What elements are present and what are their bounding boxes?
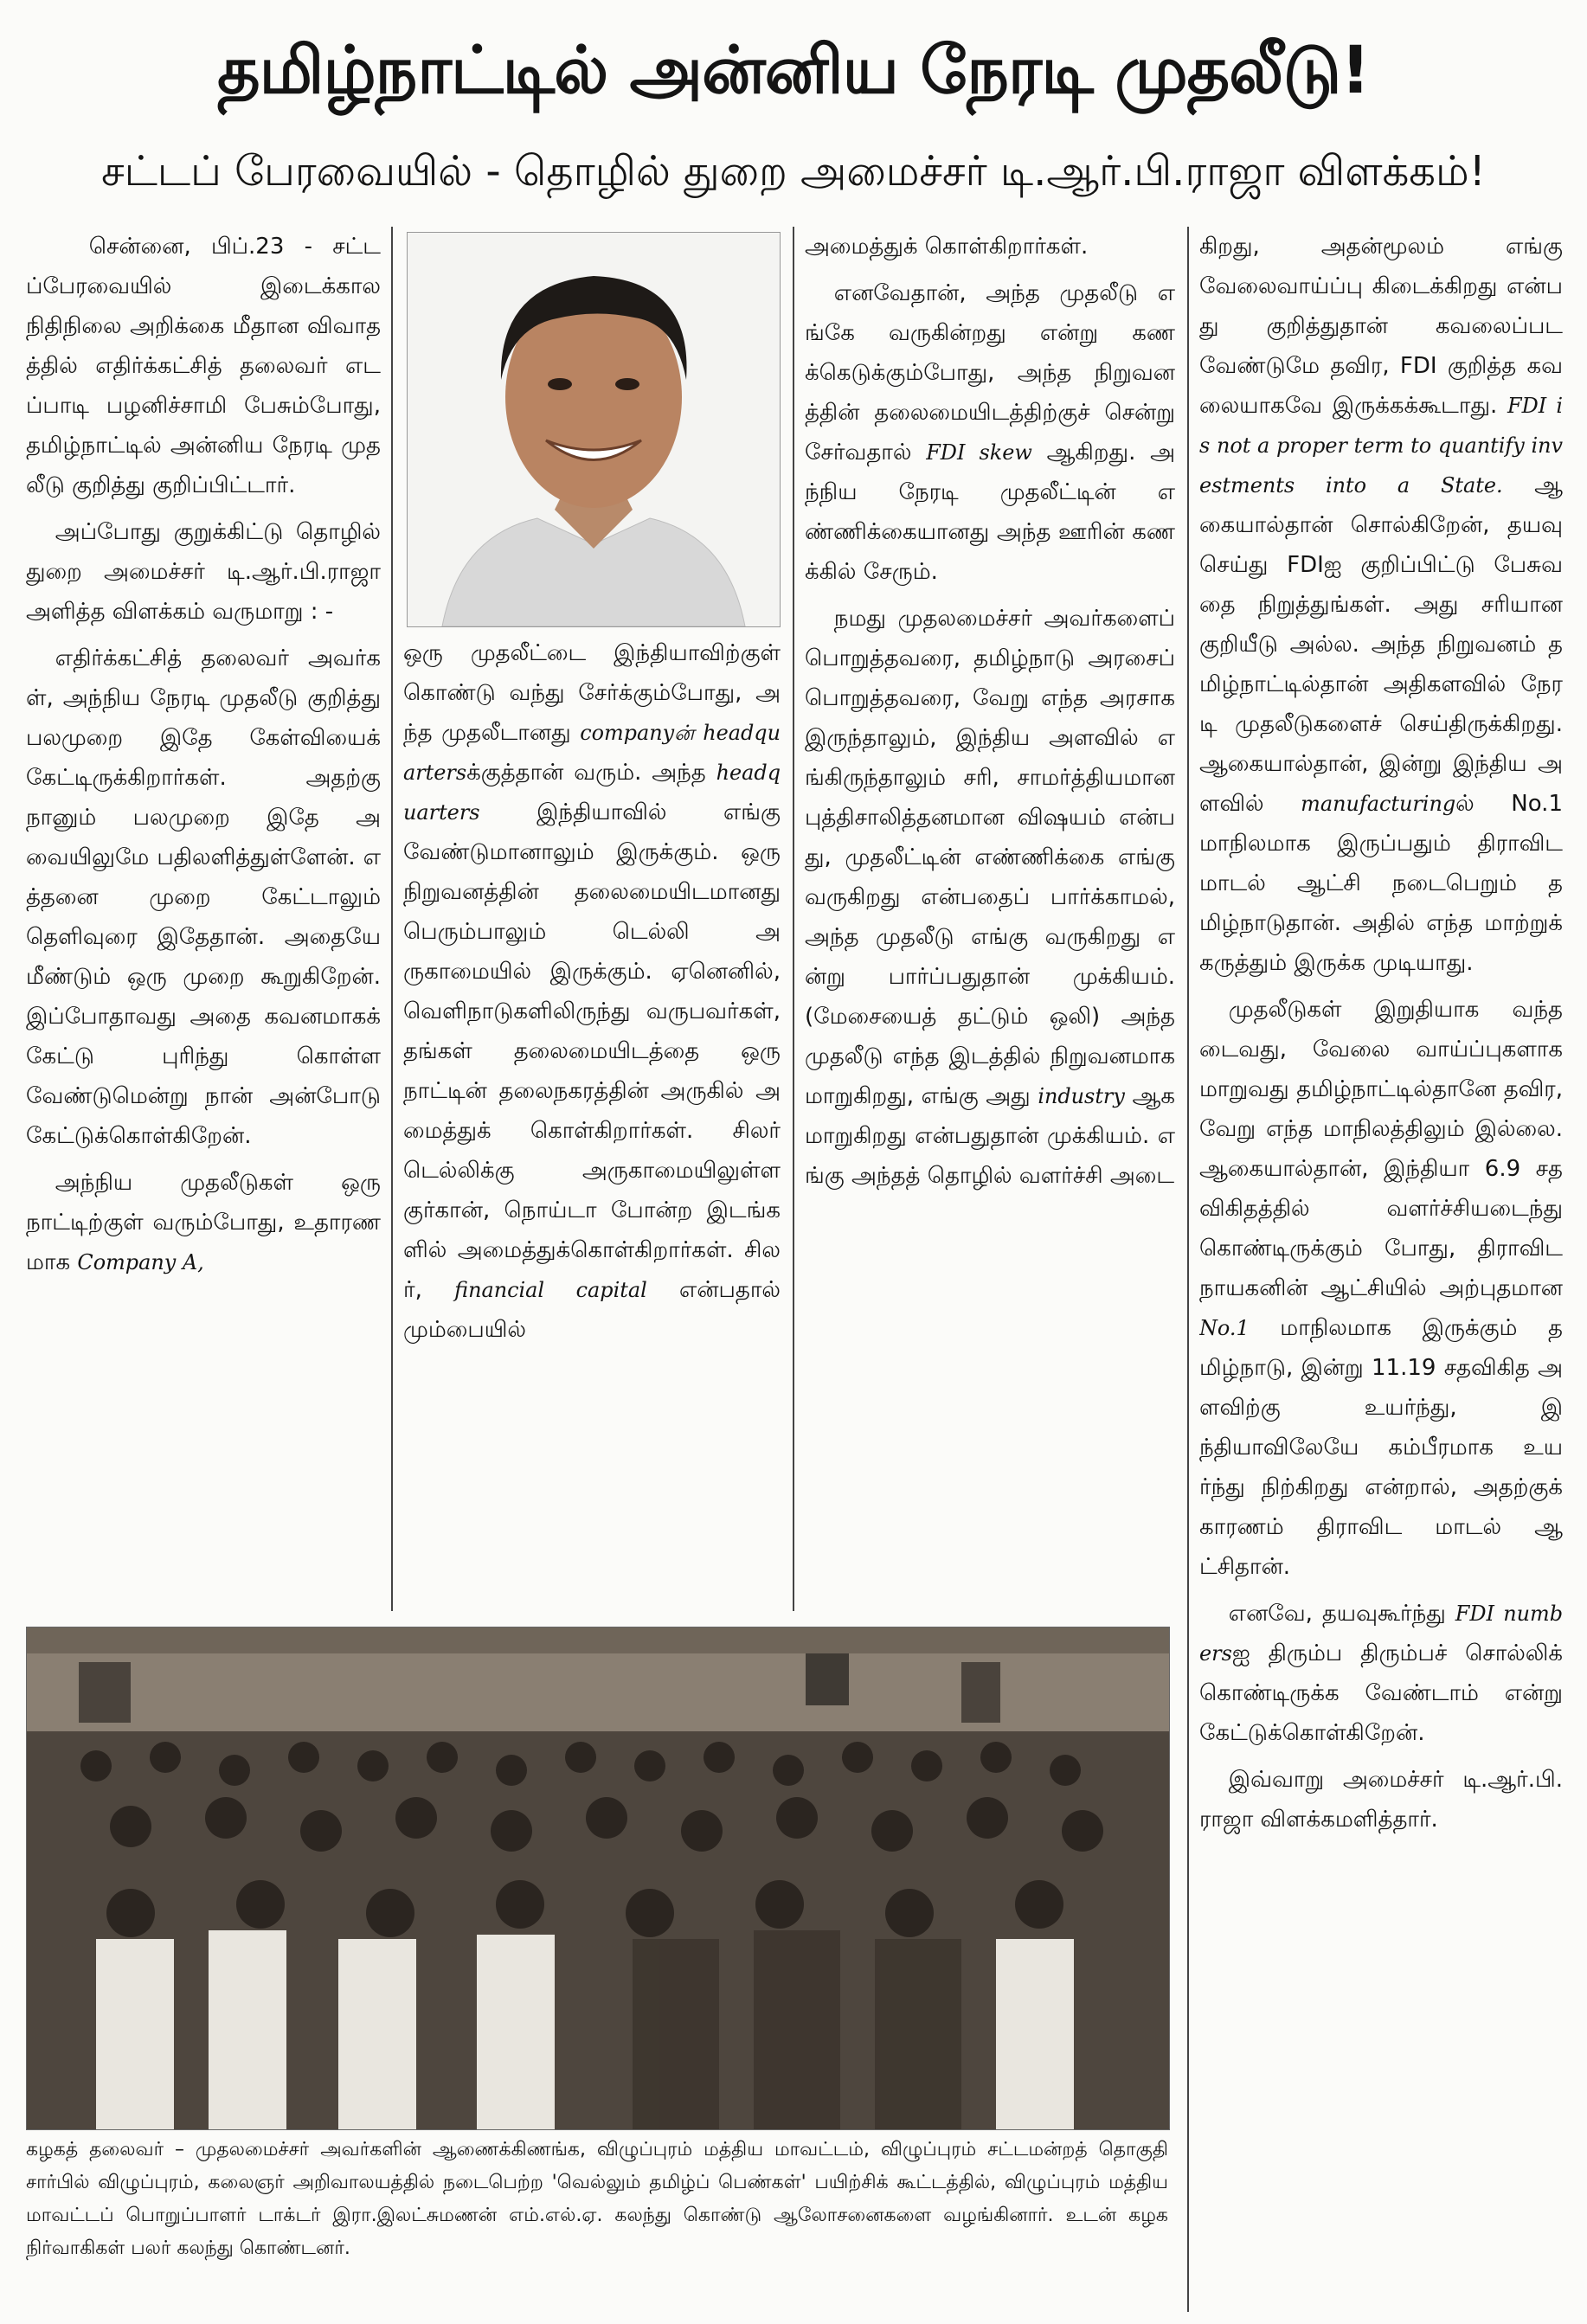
english-term: manufacturing <box>1301 792 1456 816</box>
article-paragraph: இவ்வாறு அமைச்சர் டி.ஆர்.பி.ராஜா விளக்கமளித்தார். <box>1199 1767 1563 1833</box>
article-column-4 <box>1199 227 1563 2312</box>
paragraph-text: ஆக மாறுகிறது என்பதுதான் முக்கியம். எங்கு அந்தத் தொழில் வளர்ச்சி அடை <box>805 1083 1175 1189</box>
paragraph-text: நமது முதலமைச்சர் அவர்களைப் பொறுத்தவரை, தமிழ்நாடு அரசைப் பொறுத்தவரை, வேறு எந்த அரசாக இருந்தாலும், இந்திய அளவில் எங்கிருந்தாலும் சரி, சாமர்த்தியமான புத்திசாலித்தனமான விஷயம் என்பது, முதலீட்டின் எண்ணிக்கை எங்கு வருகிறது என்பதைப் பார்க்காமல், அந்த முதலீடு எங்கு வருகிறது என்று பார்ப்பதுதான் முக்கியம். (மேசையைத் தட்டும் ஒலி) அந்த முதலீடு எந்த இடத்தில் நிறுவனமாக மாறுகிறது, எங்கு அது <box>805 606 1175 1109</box>
article-paragraph: அமைத்துக் கொள்கிறார்கள். <box>805 234 1089 260</box>
english-term: headquarters <box>403 761 781 825</box>
article-paragraph <box>26 1163 381 1282</box>
paragraph-text: ல் No.1 மாநிலமாக இருப்பதும் திராவிட மாடல் ஆட்சி நடைபெறும் தமிழ்நாடுதான். அதில் எந்த மாற்றுக் கருத்தும் இருக்க முடியாது. <box>1199 791 1563 976</box>
paragraph-text: ஆகிறது. அந்நிய நேரடி முதலீட்டின் எண்ணிக்கையானது அந்த ஊரின் கணக்கில் சேரும். <box>805 440 1175 585</box>
paragraph-text: எனவே, தயவுகூர்ந்து <box>1228 1601 1455 1627</box>
event-image <box>27 1627 1169 2129</box>
article-paragraph <box>805 273 1175 592</box>
english-term: companyன் headquarters <box>403 721 781 785</box>
article-paragraph: எதிர்க்கட்சித் தலைவர் அவர்கள், அந்நிய நேரடி முதலீடு குறித்து பலமுறை இதே கேள்வியைக் கேட்டிருக்கிறார்கள். அதற்கு நானும் பலமுறை இதே அவையிலுமே பதிலளித்துள்ளேன். எத்தனை முறை கேட்டாலும் தெளிவுரை இதேதான். அதையே மீண்டும் ஒரு முறை கூறுகிறேன். இப்போதாவது அதை கவனமாகக் கேட்டு புரிந்து கொள்ள வேண்டுமென்று நான் அன்போடு கேட்டுக்கொள்கிறேன். <box>26 645 381 1149</box>
paragraph-text: கிறது, அதன்மூலம் எங்கு வேலைவாய்ப்பு கிடைக்கிறது என்பது குறித்துதான் கவலைப்பட வேண்டுமே தவிர, FDI குறித்த கவலையாகவே இருக்கக்கூடாது. <box>1199 234 1563 419</box>
article-paragraph <box>805 599 1175 1196</box>
event-meeting-photo <box>26 1627 1170 2130</box>
article-column-1 <box>26 227 381 1611</box>
english-term: FDI skew <box>926 440 1032 465</box>
article-column-2 <box>403 633 781 1611</box>
article-paragraph <box>1199 227 1563 983</box>
minister-portrait-photo <box>407 232 781 627</box>
event-photo-caption: கழகத் தலைவர் – முதலமைச்சர் அவர்களின் ஆணைக்கிணங்க, விழுப்புரம் மத்திய மாவட்டம், விழுப்புரம் சட்டமன்றத் தொகுதி சார்பில் விழுப்புரம், கலைஞர் அறிவாலயத்தில் நடைபெற்ற 'வெல்லும் தமிழ்ப் பெண்கள்' பயிற்சிக் கூட்டத்தில், விழுப்புரம் மத்திய மாவட்டப் பொறுப்பாளர் டாக்டர் இரா.இலட்சுமணன் எம்.எல்.ஏ. கலந்து கொண்டு ஆலோசனைகளை வழங்கினார். உடன் கழக நிர்வாகிகள் பலர் கலந்து கொண்டனர். <box>26 2139 1168 2259</box>
article-paragraph: சென்னை, பிப்.23 - சட்டப்பேரவையில் இடைக்கால நிதிநிலை அறிக்கை மீதான விவாதத்தில் எதிர்க்கட்சித் தலைவர் எடப்பாடி பழனிச்சாமி பேசும்போது, தமிழ்நாட்டில் அன்னிய நேரடி முதலீடு குறித்து குறிப்பிட்டார். <box>26 234 381 498</box>
english-term: No.1 <box>1199 1316 1250 1340</box>
article-paragraph <box>1199 990 1563 1587</box>
portrait-image <box>408 233 780 626</box>
article-paragraph: அப்போது குறுக்கிட்டு தொழில் துறை அமைச்சர் டி.ஆர்.பி.ராஜா அளித்த விளக்கம் வருமாறு : - <box>26 519 381 625</box>
paragraph-text: முதலீடுகள் இறுதியாக வந்தடைவது, வேலை வாய்ப்புகளாக மாறுவது தமிழ்நாட்டில்தானே தவிர, வேறு எந்த மாநிலத்திலும் இல்லை. ஆகையால்தான், இந்தியா 6.9 சதவிகிதத்தில் வளர்ச்சியடைந்து கொண்டிருக்கும் போது, திராவிட நாயகனின் ஆட்சியில் அற்புதமான <box>1199 997 1563 1301</box>
paragraph-text: ஆகையால்தான் சொல்கிறேன், தயவு செய்து FDIஐ குறிப்பிட்டு பேசுவதை நிறுத்துங்கள். அது சரியான குறியீடு அல்ல. அந்த நிறுவனம் தமிழ்நாட்டில்தான் அதிகளவில் நேரடி முதலீடுகளைச் செய்திருக்கிறது. ஆகையால்தான், இன்று இந்திய அளவில் <box>1199 472 1563 817</box>
paragraph-text: க்குத்தான் வரும். அந்த <box>466 760 716 786</box>
article-paragraph <box>403 633 781 1350</box>
paragraph-text: ஒரு முதலீட்டை இந்தியாவிற்குள் கொண்டு வந்து சேர்க்கும்போது, அந்த முதலீடானது <box>403 640 781 746</box>
article-column-3 <box>805 227 1175 1611</box>
paragraph-text: ஐ திரும்ப திரும்பச் சொல்லிக் கொண்டிருக்க வேண்டாம் என்று கேட்டுக்கொள்கிறேன். <box>1199 1640 1563 1746</box>
paragraph-text: எனவேதான், அந்த முதலீடு எங்கே வருகின்றது என்று கணக்கெடுக்கும்போது, அந்த நிறுவனத்தின் தலைமையிடத்திற்குச் சென்று சேர்வதால் <box>805 280 1175 465</box>
english-term: FDI is not a proper term to quantify investments into a State. <box>1199 394 1563 498</box>
english-term: Company A, <box>77 1250 204 1274</box>
column-divider <box>1187 227 1189 2312</box>
subheadline: சட்டப் பேரவையில் - தொழில் துறை அமைச்சர் டி.ஆர்.பி.ராஜா விளக்கம்! <box>101 147 1486 196</box>
column-divider <box>793 227 794 1611</box>
headline: தமிழ்நாட்டில் அன்னிய நேரடி முதலீடு! <box>217 31 1370 108</box>
paragraph-text: என்பதால் மும்பையில் <box>403 1277 781 1343</box>
paragraph-text: மாநிலமாக இருக்கும் தமிழ்நாடு, இன்று 11.19 சதவிகித அளவிற்கு உயர்ந்து, இந்தியாவிலேயே கம்பீரமாக உயர்ந்து நிற்கிறது என்றால், அதற்குக் காரணம் திராவிட மாடல் ஆட்சிதான். <box>1199 1315 1563 1580</box>
column-divider <box>391 227 393 1611</box>
english-term: FDI numbers <box>1199 1602 1563 1666</box>
paragraph-text: இந்தியாவில் எங்கு வேண்டுமானாலும் இருக்கும். ஒரு நிறுவனத்தின் தலைமையிடமானது பெரும்பாலும் டெல்லி அருகாமையில் இருக்கும். ஏனெனில், வெளிநாடுகளிலிருந்து வருபவர்கள், தங்கள் தலைமையிடத்தை ஒரு நாட்டின் தலைநகரத்தின் அருகில் அமைத்துக் கொள்கிறார்கள். சிலர் டெல்லிக்கு அருகாமையிலுள்ள குர்கான், நொய்டா போன்ற இடங்களில் அமைத்துக்கொள்கிறார்கள். சிலர், <box>403 799 781 1303</box>
paragraph-text: அந்நிய முதலீடுகள் ஒரு நாட்டிற்குள் வரும்போது, உதாரணமாக <box>26 1170 381 1275</box>
article-paragraph <box>1199 1594 1563 1753</box>
english-term: financial capital <box>454 1278 647 1302</box>
english-term: industry <box>1038 1084 1125 1108</box>
